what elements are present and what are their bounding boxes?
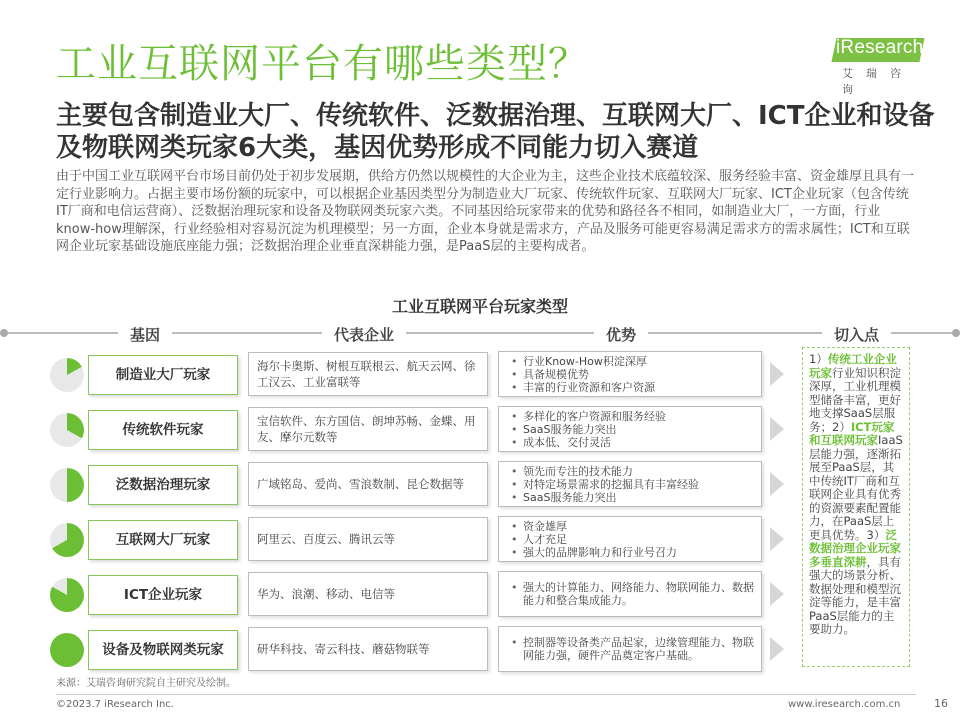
arrow-icon [770,362,784,386]
advantages-cell [498,626,762,672]
arrow-icon [770,637,784,661]
copyright: ©2023.7 iResearch Inc. [56,699,174,710]
advantages-cell [498,571,762,617]
advantages-cell [498,461,762,507]
advantage-item: • SaaS服务能力突出 [523,423,666,436]
arrow-icon [770,417,784,441]
table-title: 工业互联网平台玩家类型 [391,297,568,316]
entry-highlight: 泛数据治理企业玩家多垂直深耕 [809,527,901,569]
page-title: 工业互联网平台有哪些类型？ [56,41,589,87]
footer-divider [56,694,916,695]
subtitle: 主要包含制造业大厂、传统软件、泛数据治理、互联网大厂、ICT企业和设备及物联网类玩家6大类，基因优势形成不同能力切入赛道 [56,101,935,163]
header-entry: 切入点 [822,325,891,345]
progress-pie [50,413,84,447]
advantage-item: • 领先而专注的技术能力 [523,465,699,478]
source-note: 来源：艾瑞咨询研究院自主研究及绘制。 [56,678,236,689]
progress-pie [50,358,84,392]
entry-highlight: 传统工业企业玩家 [809,352,897,380]
table-row [0,405,800,455]
player-type: 制造业大厂玩家 [88,355,238,395]
entry-text: IaaS层能力强，逐渐拓展至PaaS层，其中传统IT厂商和互联网企业具有优秀的资源要素配置能力，在PaaS层上更具优势。3） [809,433,903,542]
companies-cell: 阿里云、百度云、腾讯云等 [248,517,488,561]
header-gene: 基因 [118,325,172,345]
player-type: ICT企业玩家 [88,575,238,615]
advantages-cell [498,406,762,452]
arrow-icon [770,527,784,551]
companies-cell: 研华科技、寄云科技、蘑菇物联等 [248,627,488,671]
entry-text: ，具有强大的场景分析、数据处理和模型沉淀等能力，是丰富PaaS层能力的主要助力。 [809,554,901,636]
table-row [0,570,800,620]
body-paragraph: 由于中国工业互联网平台市场目前仍处于初步发展期，供给方仍然以规模性的大企业为主，这些企业技术底蕴较深、服务经验丰富、资金雄厚且具有一定行业影响力。占据主要市场份额的玩家中，可以根据企业基因类型分为制造业大厂玩家、传统软件玩家、互联网大厂玩家、ICT企业玩家（包含传统IT厂商和电信运营商）、泛数据治理玩家和设备及物联网类玩家六类。不同基因给玩家带来的优势和路径各不相同，如制造业大厂，一方面，行业know-how理解深，行业经验相对容易沉淀为机理模型；另一方面，企业本身就是需求方，产品及服务可能更容易满足需求方的需求属性；ICT和互联网企业玩家基础设施底座能力强；泛数据治理企业垂直深耕能力强，是PaaS层的主要构成者。 [56,169,915,254]
logo-text: iResearch [836,37,924,58]
header-companies: 代表企业 [322,325,406,345]
entry-highlight: ICT玩家和互联网玩家 [809,419,895,447]
player-type: 互联网大厂玩家 [88,520,238,560]
companies-cell: 华为、浪潮、移动、电信等 [248,572,488,616]
player-type: 泛数据治理玩家 [88,465,238,505]
advantage-item: • 行业Know-How积淀深厚 [523,355,655,368]
table-row [0,625,800,675]
arrow-icon [770,582,784,606]
arrow-icon [770,472,784,496]
companies-cell: 宝信软件、东方国信、朗坤苏畅、金蝶、用友、摩尔元数等 [248,407,488,451]
progress-pie [50,578,84,612]
page-number: 16 [934,697,948,710]
advantage-item: • 成本低、交付灵活 [523,436,666,449]
website-link[interactable]: www.iresearch.com.cn [788,699,901,710]
header-advantage: 优势 [594,325,648,345]
advantage-item: • 丰富的行业资源和客户资源 [523,381,655,394]
companies-cell: 广域铭岛、爱尚、雪浪数制、昆仑数据等 [248,462,488,506]
entry-point-box [802,347,910,667]
advantage-item: • 强大的品牌影响力和行业号召力 [523,546,677,559]
player-type: 设备及物联网类玩家 [88,630,238,670]
table-row [0,460,800,510]
advantage-item: • SaaS服务能力突出 [523,491,699,504]
entry-text: 1） [809,352,828,366]
advantages-cell [498,516,762,562]
advantage-item: • 具备规模优势 [523,368,655,381]
header-dot [0,329,8,337]
logo-subtext: 艾瑞咨询 [842,67,914,96]
progress-pie [50,633,84,667]
table-row [0,515,800,565]
advantage-item: • 资金雄厚 [523,520,677,533]
table-row [0,350,800,400]
player-type: 传统软件玩家 [88,410,238,450]
header-dot [952,329,960,337]
progress-pie [50,468,84,502]
advantage-item: • 人才充足 [523,533,677,546]
advantage-item: • 控制器等设备类产品起家，边缘管理能力、物联网能力强，硬件产品奠定客户基础。 [523,636,755,662]
progress-pie [50,523,84,557]
advantages-cell [498,351,762,397]
iresearch-logo [826,36,926,96]
advantage-item: • 强大的计算能力、网络能力、物联网能力、数据能力和整合集成能力。 [523,581,755,607]
entry-text: 行业知识积淀深厚，工业机理模型储备丰富，更好地支撑SaaS层服务；2） [809,365,901,434]
advantage-item: • 多样化的客户资源和服务经验 [523,410,666,423]
companies-cell: 海尔卡奥斯、树根互联根云、航天云网、徐工汉云、工业富联等 [248,352,488,396]
advantage-item: • 对特定场景需求的挖掘具有丰富经验 [523,478,699,491]
